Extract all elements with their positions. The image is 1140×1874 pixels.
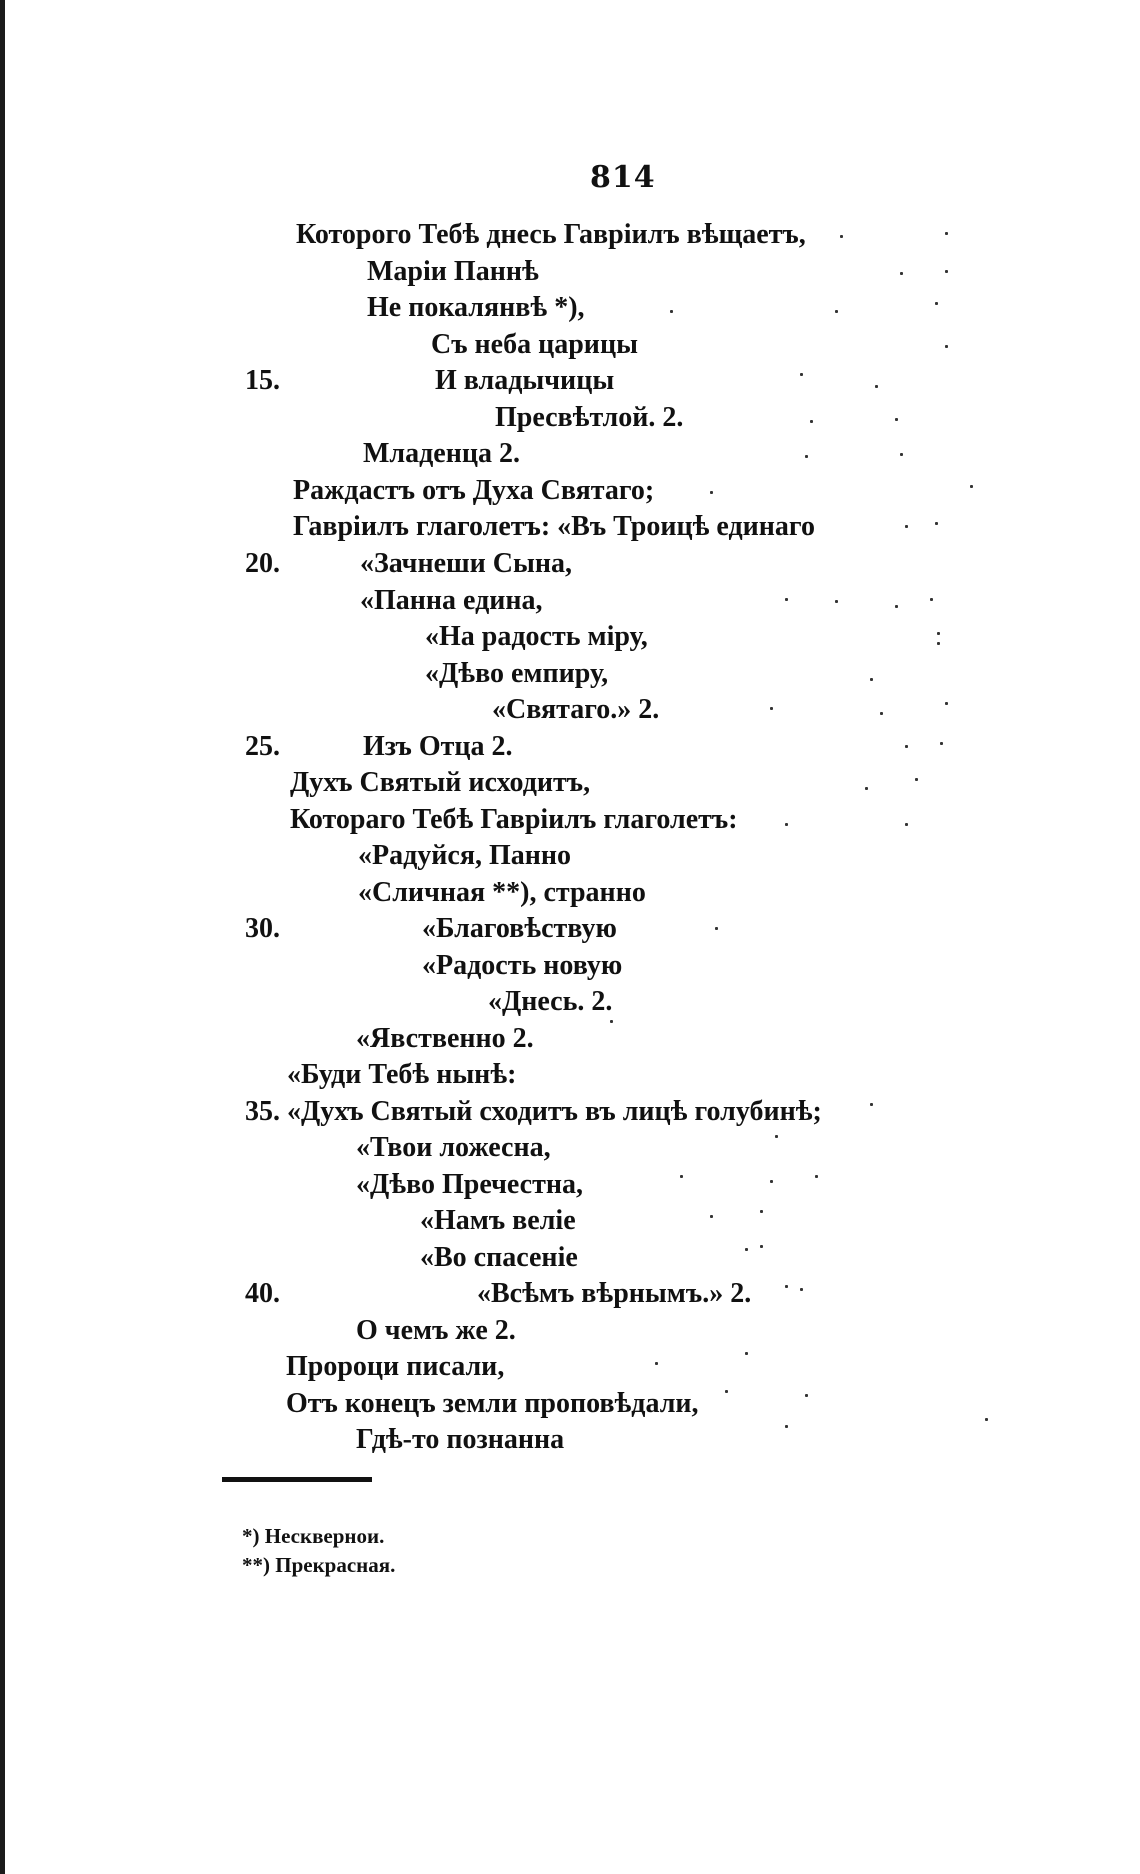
poem-line: «Сличная **), странно (358, 877, 646, 908)
print-speck (900, 272, 903, 275)
print-speck (775, 1135, 778, 1138)
poem-line: «Святаго.» 2. (492, 694, 660, 725)
print-speck (985, 1418, 988, 1421)
print-speck (785, 823, 788, 826)
poem-line: «Буди Тебѣ нынѣ: (287, 1059, 517, 1090)
print-speck (915, 778, 918, 781)
print-speck (905, 525, 908, 528)
poem-line: Изъ Отца 2. (363, 731, 513, 762)
print-speck (805, 1394, 808, 1397)
print-speck (945, 702, 948, 705)
poem-line: Отъ конецъ земли проповѣдали, (286, 1388, 699, 1419)
poem-line: Гдѣ-то познанна (356, 1424, 565, 1455)
print-speck (785, 1425, 788, 1428)
print-speck (785, 1285, 788, 1288)
print-speck (937, 642, 940, 645)
verse-number: 15. (245, 365, 280, 396)
poem-line: Пророци писали, (286, 1351, 505, 1382)
print-speck (945, 345, 948, 348)
print-speck (870, 1103, 873, 1106)
print-speck (760, 1245, 763, 1248)
print-speck (745, 1248, 748, 1251)
poem-line: Не покалянвѣ *), (367, 292, 585, 323)
print-speck (710, 1215, 713, 1218)
poem-line: Съ неба царицы (431, 329, 638, 360)
poem-line: «Панна едина, (360, 585, 543, 616)
print-speck (610, 1020, 613, 1023)
poem-line: «На радость міру, (425, 621, 648, 652)
print-speck (715, 927, 718, 930)
verse-number: 20. (245, 548, 280, 579)
footnote-divider (222, 1477, 372, 1482)
print-speck (870, 678, 873, 681)
print-speck (840, 235, 843, 238)
poem-line: «Намъ веліе (420, 1205, 576, 1236)
poem-line: Котораго Тебѣ Гавріилъ глаголетъ: (290, 804, 738, 835)
print-speck (770, 1180, 773, 1183)
poem-line: «Твои ложесна, (356, 1132, 551, 1163)
footnote: *) Несквернои. (242, 1524, 385, 1548)
print-speck (865, 787, 868, 790)
poem-line: Духъ Святый исходитъ, (290, 767, 591, 798)
poem-line: Раждастъ отъ Духа Святаго; (293, 475, 655, 506)
print-speck (815, 1175, 818, 1178)
print-speck (875, 385, 878, 388)
print-speck (835, 310, 838, 313)
print-speck (785, 598, 788, 601)
print-speck (725, 1390, 728, 1393)
verse-number: 40. (245, 1278, 280, 1309)
print-speck (655, 1362, 658, 1365)
print-speck (930, 598, 933, 601)
print-speck (880, 712, 883, 715)
poem-line: Которого Тебѣ днесь Гавріилъ вѣщаетъ, (296, 219, 806, 250)
print-speck (937, 632, 940, 635)
print-speck (770, 707, 773, 710)
print-speck (835, 600, 838, 603)
poem-line: «Благовѣствую (422, 913, 617, 944)
print-speck (800, 1288, 803, 1291)
print-speck (935, 302, 938, 305)
poem-line: «Явственно 2. (356, 1023, 534, 1054)
poem-line: «Дѣво Пречестна, (356, 1169, 583, 1200)
print-speck (905, 745, 908, 748)
print-speck (670, 310, 673, 313)
poem-line: И владычицы (435, 365, 615, 396)
poem-line: Младенца 2. (363, 438, 520, 469)
verse-number: 25. (245, 731, 280, 762)
print-speck (895, 605, 898, 608)
verse-number: 30. (245, 913, 280, 944)
print-speck (945, 270, 948, 273)
page-number: 814 (590, 160, 656, 195)
print-speck (970, 485, 973, 488)
print-speck (900, 453, 903, 456)
poem-line: «Днесь. 2. (488, 986, 613, 1017)
poem-line: «Радость новую (422, 950, 623, 981)
page-edge-shadow (0, 0, 5, 1874)
print-speck (805, 455, 808, 458)
print-speck (895, 418, 898, 421)
print-speck (905, 823, 908, 826)
print-speck (760, 1210, 763, 1213)
poem-line: «Зачнеши Сына, (360, 548, 572, 579)
poem-line: «Всѣмъ вѣрнымъ.» 2. (477, 1278, 752, 1309)
footnote: **) Прекрасная. (242, 1553, 396, 1577)
print-speck (745, 1352, 748, 1355)
poem-line: «Радуйся, Панно (358, 840, 572, 871)
poem-line: Маріи Паннѣ (367, 256, 539, 287)
poem-line: «Во спасеніе (420, 1242, 578, 1273)
print-speck (680, 1175, 683, 1178)
print-speck (710, 491, 713, 494)
print-speck (810, 420, 813, 423)
poem-line: Пресвѣтлой. 2. (495, 402, 684, 433)
print-speck (945, 232, 948, 235)
poem-line: «Дѣво емпиру, (425, 658, 609, 689)
verse-number: 35. (245, 1096, 280, 1127)
print-speck (935, 522, 938, 525)
poem-line: «Духъ Святый сходитъ въ лицѣ голубинѣ; (287, 1096, 822, 1127)
print-speck (800, 373, 803, 376)
print-speck (940, 742, 943, 745)
poem-line: О чемъ же 2. (356, 1315, 516, 1346)
poem-line: Гавріилъ глаголетъ: «Въ Троицѣ единаго (293, 511, 815, 542)
